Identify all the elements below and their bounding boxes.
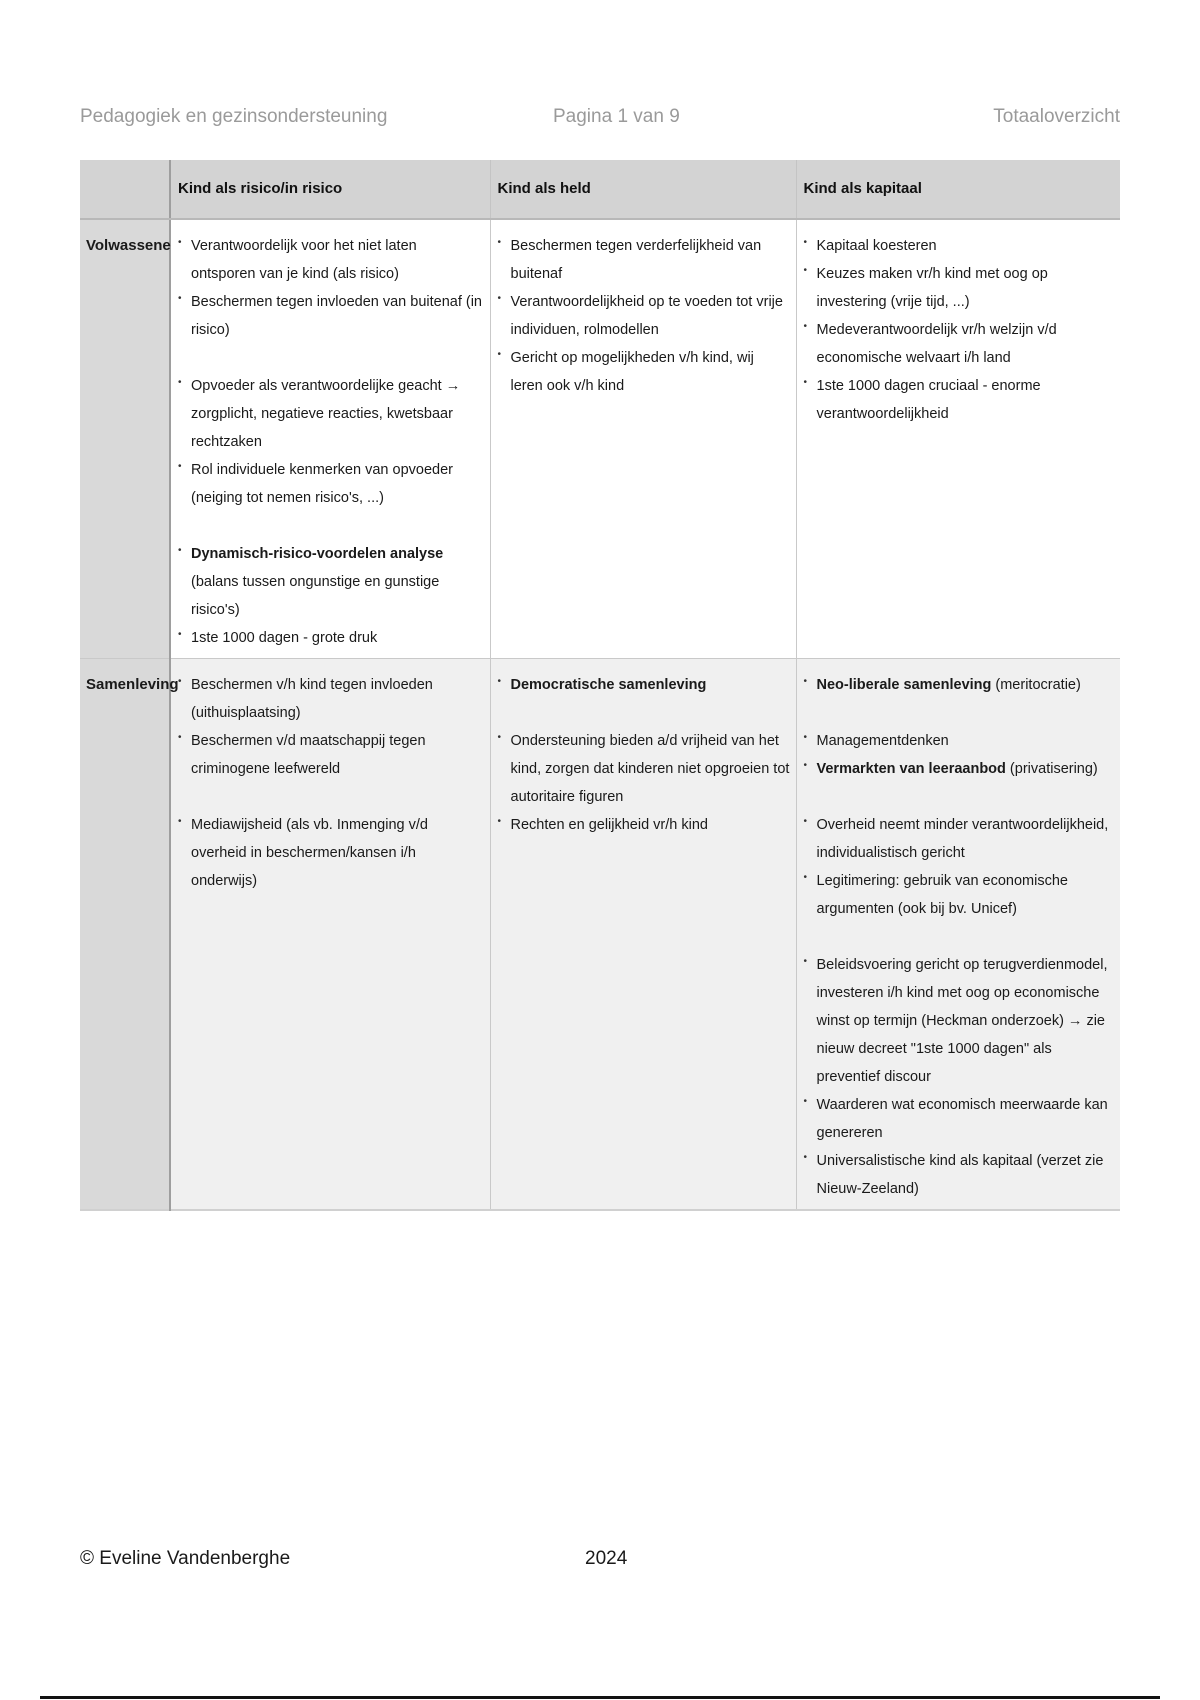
bold-term: Vermarkten van leeraanbod: [816, 761, 1006, 777]
list-item: • Keuzes maken vr/h kind met oog op investering (vrije tijd, ...): [803, 260, 1115, 316]
list-item: • 1ste 1000 dagen cruciaal - enorme verantwoordelijkheid: [803, 372, 1115, 428]
list-item: • Overheid neemt minder verantwoordelijkheid, individualistisch gericht: [803, 811, 1115, 867]
cell-volwassene-risico: [170, 219, 490, 659]
table-row-volwassene: [80, 219, 1120, 659]
table-corner-cell: [80, 160, 170, 219]
list-item: [497, 671, 790, 699]
list-item: • Verantwoordelijkheid op te voeden tot vrije individuen, rolmodellen: [497, 288, 790, 344]
list-item: • Beschermen tegen verderfelijkheid van buitenaf: [497, 232, 790, 288]
list-item: • Medeverantwoordelijk vr/h welzijn v/d economische welvaart i/h land: [803, 316, 1115, 372]
list-item: • Managementdenken: [803, 727, 1115, 755]
header-section-title: Totaaloverzicht: [993, 106, 1120, 127]
term-note: (privatisering): [1005, 761, 1098, 777]
header-course-title: Pedagogiek en gezinsondersteuning: [80, 106, 388, 127]
cell-volwassene-kapitaal: [796, 219, 1120, 659]
cell-samenleving-kapitaal: [796, 659, 1120, 1211]
column-header-held: Kind als held: [490, 160, 796, 219]
list-item: • Waarderen wat economisch meerwaarde kan genereren: [803, 1091, 1115, 1147]
list-item: • Universalistische kind als kapitaal (verzet zie Nieuw-Zeeland): [803, 1147, 1115, 1203]
column-header-kapitaal: Kind als kapitaal: [796, 160, 1120, 219]
table-row-samenleving: [80, 659, 1120, 1211]
footer-year: 2024: [585, 1548, 628, 1569]
list-item: • Kapitaal koesteren: [803, 232, 1115, 260]
bold-term: Democratische samenleving: [510, 677, 707, 693]
footer-copyright: © Eveline Vandenberghe: [80, 1548, 291, 1569]
page-header: [80, 106, 1120, 134]
row-header-samenleving: Samenleving: [80, 659, 170, 1211]
bold-term: Neo-liberale samenleving: [816, 677, 992, 693]
cell-samenleving-risico: [170, 659, 490, 1211]
list-item: • Beschermen v/d maatschappij tegen criminogene leefwereld: [177, 727, 484, 783]
list-item: • Legitimering: gebruik van economische argumenten (ook bij bv. Unicef): [803, 867, 1115, 923]
list-item: • Beleidsvoering gericht op terugverdienmodel, investeren i/h kind met oog op economische winst op termijn (Heckman onderzoek) → zie nieuw decreet "1ste 1000 dagen" als preventief discour: [803, 951, 1115, 1091]
list-item: [177, 540, 484, 624]
cell-samenleving-held: [490, 659, 796, 1211]
list-item: [803, 755, 1115, 783]
list-item: • Mediawijsheid (als vb. Inmenging v/d overheid in beschermen/kansen i/h onderwijs): [177, 811, 484, 895]
column-header-risico: Kind als risico/in risico: [170, 160, 490, 219]
table-header-row: [80, 160, 1120, 219]
list-item: • Rol individuele kenmerken van opvoeder (neiging tot nemen risico's, ...): [177, 456, 484, 512]
header-page-number: Pagina 1 van 9: [553, 106, 680, 127]
list-item: • Verantwoordelijk voor het niet laten ontsporen van je kind (als risico): [177, 232, 484, 288]
row-header-volwassene: Volwassene: [80, 219, 170, 659]
list-item: [803, 671, 1115, 699]
cell-volwassene-held: [490, 219, 796, 659]
list-item: • Rechten en gelijkheid vr/h kind: [497, 811, 790, 839]
list-item: • Beschermen v/h kind tegen invloeden (uithuisplaatsing): [177, 671, 484, 727]
list-item: • Ondersteuning bieden a/d vrijheid van het kind, zorgen dat kinderen niet opgroeien tot autoritaire figuren: [497, 727, 790, 811]
page-footer: [80, 1548, 628, 1570]
overview-table: [80, 160, 1120, 1211]
term-note: (balans tussen ongunstige en gunstige risico's): [191, 574, 440, 618]
list-item: • 1ste 1000 dagen - grote druk: [177, 624, 484, 652]
bold-term: Dynamisch-risico-voordelen analyse: [191, 546, 444, 562]
list-item: • Beschermen tegen invloeden van buitenaf (in risico): [177, 288, 484, 344]
list-item: • Opvoeder als verantwoordelijke geacht → zorgplicht, negatieve reacties, kwetsbaar rechtzaken: [177, 372, 484, 456]
list-item: • Gericht op mogelijkheden v/h kind, wij leren ook v/h kind: [497, 344, 790, 400]
bottom-rule: [40, 1696, 1160, 1699]
term-note: (meritocratie): [991, 677, 1081, 693]
